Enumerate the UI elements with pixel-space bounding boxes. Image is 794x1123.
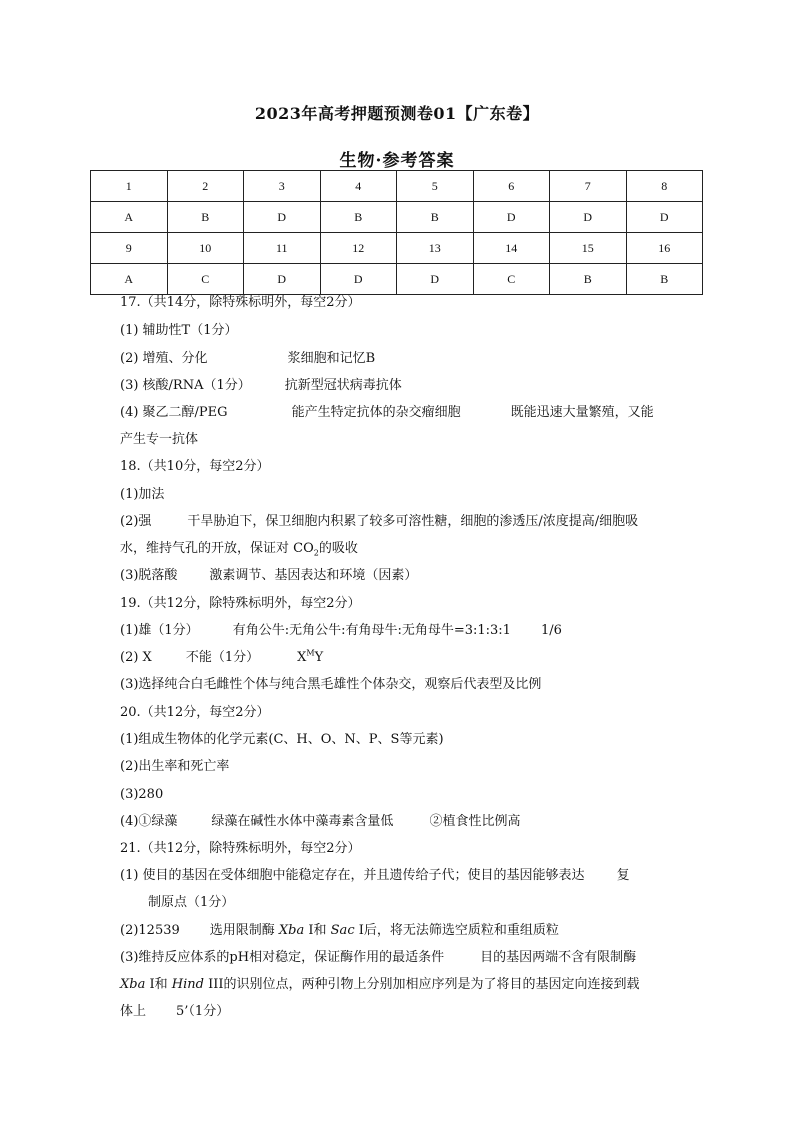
q20-answer-3: (3)280 [120,787,164,802]
q21-2-text-3: I后，将无法筛选空质粒和重组质粒 [354,923,559,938]
answer-cell: B [550,264,627,295]
q20-4-part-b: 绿藻在碱性水体中藻毒素含量低 [211,814,394,829]
q17-heading: 17.（共14分，除特殊标明外，每空2分） [120,295,361,310]
q19-2-part-b: 不能（1分） [185,650,260,665]
xba-enzyme-name-2: Xba [120,977,146,992]
answer-cell: C [473,264,550,295]
question-number-cell: 13 [397,233,474,264]
answer-cell: A [91,202,168,233]
sac-enzyme-name: Sac [330,923,355,938]
q19-answer-1 [120,622,562,640]
question-number-cell: 9 [91,233,168,264]
answer-cell: D [320,264,397,295]
q19-2-part-a: (2) X [120,650,152,665]
xm-superscript: M [306,648,315,658]
xba-enzyme-name: Xba [278,923,305,938]
question-number-cell: 7 [550,171,627,202]
q20-heading: 20.（共12分，每空2分） [120,705,270,720]
page-title: 2023年高考押题预测卷01【广东卷】 [254,104,540,123]
answer-row [91,264,703,295]
q17-answer-4-cont: 产生专一抗体 [120,432,199,447]
q17-answer-4 [120,404,654,422]
q21-3-part-e: 5’（1分） [176,1004,230,1019]
answer-cell: D [550,202,627,233]
q17-answer-2 [120,350,375,368]
q20-answer-1: (1)组成生物体的化学元素(C、H、O、N、P、S等元素) [120,732,444,747]
q21-answer-3 [120,949,636,967]
answer-cell: D [244,202,321,233]
q17-3-part-a: (3) 核酸/RNA（1分） [120,378,251,393]
q17-2-part-a: (2) 增殖、分化 [120,351,208,366]
q21-1-part-a: (1) 使目的基因在受体细胞中能稳定存在，并且遗传给子代；使目的基因能够表达 [120,868,585,883]
q21-3-part-d: 体上 [120,1004,147,1019]
q18-2-part-a: (2)强 [120,514,152,529]
q17-4-part-b: 能产生特定抗体的杂交瘤细胞 [291,405,461,420]
question-number-cell: 3 [244,171,321,202]
answer-cell: B [167,202,244,233]
page-subtitle: 生物·参考答案 [339,151,455,171]
question-number-cell: 10 [167,233,244,264]
answer-cell: D [244,264,321,295]
q18-2-part-b: 干旱胁迫下，保卫细胞内积累了较多可溶性糖，细胞的渗透压/浓度提高/细胞吸 [187,514,639,529]
question-number-cell: 15 [550,233,627,264]
question-number-row [91,171,703,202]
q21-2-text-2: I和 [304,923,331,938]
q18-3-part-b: 激素调节、基因表达和环境（因素） [209,568,418,583]
q17-answer-1: (1) 辅助性T（1分） [120,323,238,338]
answer-cell: D [473,202,550,233]
question-number-cell: 14 [473,233,550,264]
q17-3-part-b: 抗新型冠状病毒抗体 [284,378,402,393]
answer-cell: D [397,264,474,295]
q21-answer-2 [120,922,559,940]
q19-2-part-c: X [297,650,307,665]
answer-cell: B [626,264,703,295]
question-number-cell: 12 [320,233,397,264]
answer-cell: B [320,202,397,233]
question-number-cell: 5 [397,171,474,202]
q21-answer-3-end [120,1003,229,1021]
q18-answer-2-cont [120,540,358,558]
answer-cell: D [626,202,703,233]
answer-cell: B [397,202,474,233]
question-number-cell: 6 [473,171,550,202]
co2-subscript: 2 [313,548,319,558]
q18-answer-1: (1)加法 [120,487,165,502]
question-number-cell: 11 [244,233,321,264]
q18-2-cont-tail: 的吸收 [318,541,358,556]
q21-answer-1 [120,867,630,885]
q18-2-cont-text: 水，维持气孔的开放，保证对 CO [120,541,314,556]
question-number-cell: 16 [626,233,703,264]
q18-heading: 18.（共10分，每空2分） [120,459,270,474]
q19-heading: 19.（共12分，除特殊标明外，每空2分） [120,596,361,611]
q17-answer-3 [120,377,402,395]
hind-enzyme-name: Hind [171,977,204,992]
q20-4-part-c: ②植食性比例高 [429,814,521,829]
answer-row [91,202,703,233]
answer-cell: C [167,264,244,295]
q19-answer-3: (3)选择纯合白毛雌性个体与纯合黑毛雄性个体杂交，观察后代表型及比例 [120,677,542,692]
q17-4-part-c: 既能迅速大量繁殖，又能 [510,405,654,420]
q18-answer-2 [120,513,638,531]
q19-answer-2 [120,649,323,667]
question-number-row [91,233,703,264]
question-number-cell: 4 [320,171,397,202]
q21-3-part-a: (3)维持反应体系的pH相对稳定，保证酶作用的最适条件 [120,950,445,965]
q17-4-part-a: (4) 聚乙二醇/PEG [120,405,228,420]
q21-2-text-1: 选用限制酶 [209,923,279,938]
q18-answer-3 [120,567,417,585]
answer-table [90,170,703,295]
question-number-cell: 8 [626,171,703,202]
question-number-cell: 2 [167,171,244,202]
q19-2-part-c-tail: Y [314,650,324,665]
q20-answer-4 [120,813,520,831]
q21-answer-3-cont [120,976,639,994]
q18-3-part-a: (3)脱落酸 [120,568,178,583]
q19-1-part-c: 1/6 [540,623,562,638]
q21-heading: 21.（共12分，除特殊标明外，每空2分） [120,841,361,856]
q21-2-part-a: (2)12539 [120,923,180,938]
q21-3-cont-text-2: III的识别位点，两种引物上分别加相应序列是为了将目的基因定向连接到载 [203,977,640,992]
q19-1-part-b: 有角公牛:无角公牛:有角母牛:无角母牛=3:1:3:1 [232,623,511,638]
q19-1-part-a: (1)雄（1分） [120,623,199,638]
q21-3-cont-text-1: I和 [145,977,172,992]
q21-answer-1-cont: 制原点（1分） [148,895,235,910]
q17-2-part-b: 浆细胞和记忆B [287,351,376,366]
q20-4-part-a: (4)①绿藻 [120,814,178,829]
answer-cell: A [91,264,168,295]
q20-answer-2: (2)出生率和死亡率 [120,759,230,774]
q21-1-part-b: 复 [616,868,630,883]
question-number-cell: 1 [91,171,168,202]
q21-3-part-b: 目的基因两端不含有限制酶 [480,950,637,965]
